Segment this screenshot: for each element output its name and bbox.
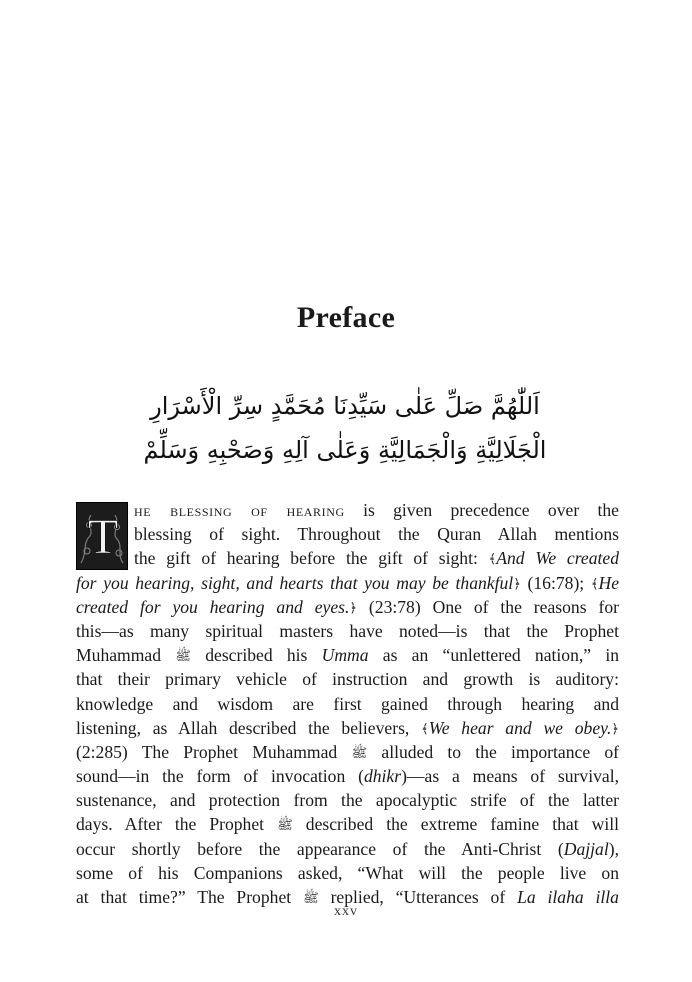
lead-in-small-caps: he blessing of hearing	[134, 500, 345, 520]
arabic-invocation-line-1: اَللّٰهُمَّ صَلِّ عَلٰى سَيِّدِنَا مُحَمَّدٍ سِرِّ الْأَسْرَارِ	[150, 392, 540, 420]
text-segment: the gift of hearing before the gift of sight:	[134, 548, 489, 569]
quran-quote: And We created	[496, 548, 620, 569]
quran-bracket-close: ﴿	[349, 599, 357, 615]
italic-term: dhikr	[363, 766, 402, 787]
text-line	[76, 498, 619, 522]
text-segment: some of his Companions asked, “What will the people live on	[76, 862, 619, 883]
italic-term: Umma	[321, 645, 369, 666]
salutation-glyph: ﷺ	[303, 890, 319, 905]
text-segment: (23:78) One of the reasons for	[357, 596, 619, 617]
text-segment: described his	[190, 645, 322, 666]
text-line	[76, 643, 619, 667]
text-segment: described the extreme famine that will	[292, 814, 619, 835]
page-number: xxv	[334, 904, 358, 919]
text-line	[76, 522, 619, 546]
arabic-invocation-line-2: الْجَلَالِيَّةِ وَالْجَمَالِيَّةِ وَعَلٰى آلِهِ وَصَحْبِهِ وَسَلِّمْ	[143, 436, 547, 464]
text-line	[76, 861, 619, 885]
text-segment: occur shortly before the appearance of the Anti-Christ (	[76, 838, 564, 859]
text-segment: Muhammad	[76, 645, 176, 666]
text-segment: at that time?” The Prophet	[76, 887, 303, 907]
text-line	[76, 716, 619, 740]
arabic-invocation	[130, 384, 560, 472]
text-segment: ),	[608, 838, 619, 859]
text-line	[76, 764, 619, 788]
text-segment: listening, as Allah described the believers,	[76, 717, 422, 738]
text-segment: sustenance, and protection from the apocalyptic strife of the latter	[76, 790, 619, 811]
text-segment: is given precedence over the	[344, 500, 619, 520]
text-line	[76, 837, 619, 861]
text-line	[76, 788, 619, 812]
text-segment: as an “unlettered nation,” in	[368, 645, 620, 666]
text-segment: )—as a means of survival,	[401, 766, 619, 787]
text-line	[76, 571, 619, 595]
text-line	[76, 692, 619, 716]
text-segment: that their primary vehicle of instruction and growth is auditory:	[76, 669, 619, 690]
text-line	[76, 546, 619, 570]
quran-quote: We hear and we obey.	[428, 717, 612, 738]
text-segment: this—as many spiritual masters have noted—is that the Prophet	[76, 620, 619, 641]
preface-paragraph	[76, 498, 619, 909]
quran-quote: created for you hearing and eyes.	[76, 596, 350, 617]
chapter-title: Preface	[296, 301, 396, 335]
text-segment: knowledge and wisdom are first gained through hearing and	[76, 693, 619, 714]
italic-term: Dajjal	[563, 838, 609, 859]
quran-bracket-open: ﴾	[590, 575, 599, 591]
italic-term: La ilaha illa	[517, 887, 619, 907]
text-line	[76, 740, 619, 764]
salutation-glyph: ﷺ	[277, 817, 293, 833]
text-line	[76, 812, 619, 836]
quran-bracket-close: ﴿	[611, 720, 619, 736]
quran-quote: He	[598, 572, 620, 593]
quran-bracket-close: ﴿	[513, 575, 521, 591]
text-line	[76, 667, 619, 691]
text-line	[76, 619, 619, 643]
text-segment: sound—in the form of invocation (	[76, 766, 364, 787]
salutation-glyph: ﷺ	[175, 648, 191, 664]
text-segment: (16:78);	[520, 572, 591, 593]
drop-cap-letter: T	[87, 508, 119, 564]
text-segment: (2:285) The Prophet Muhammad	[76, 741, 352, 762]
salutation-glyph: ﷺ	[351, 744, 368, 760]
text-line	[76, 595, 619, 619]
quran-quote: for you hearing, sight, and hearts that you may be thankful	[76, 572, 514, 593]
text-segment: replied, “Utterances of	[318, 887, 518, 907]
quran-bracket-open: ﴾	[488, 551, 497, 567]
text-segment: blessing of sight. Throughout the Quran Allah mentions	[134, 524, 619, 545]
text-segment: days. After the Prophet	[76, 814, 278, 835]
quran-bracket-open: ﴾	[421, 720, 429, 736]
text-segment: alluded to the importance of	[367, 741, 620, 762]
